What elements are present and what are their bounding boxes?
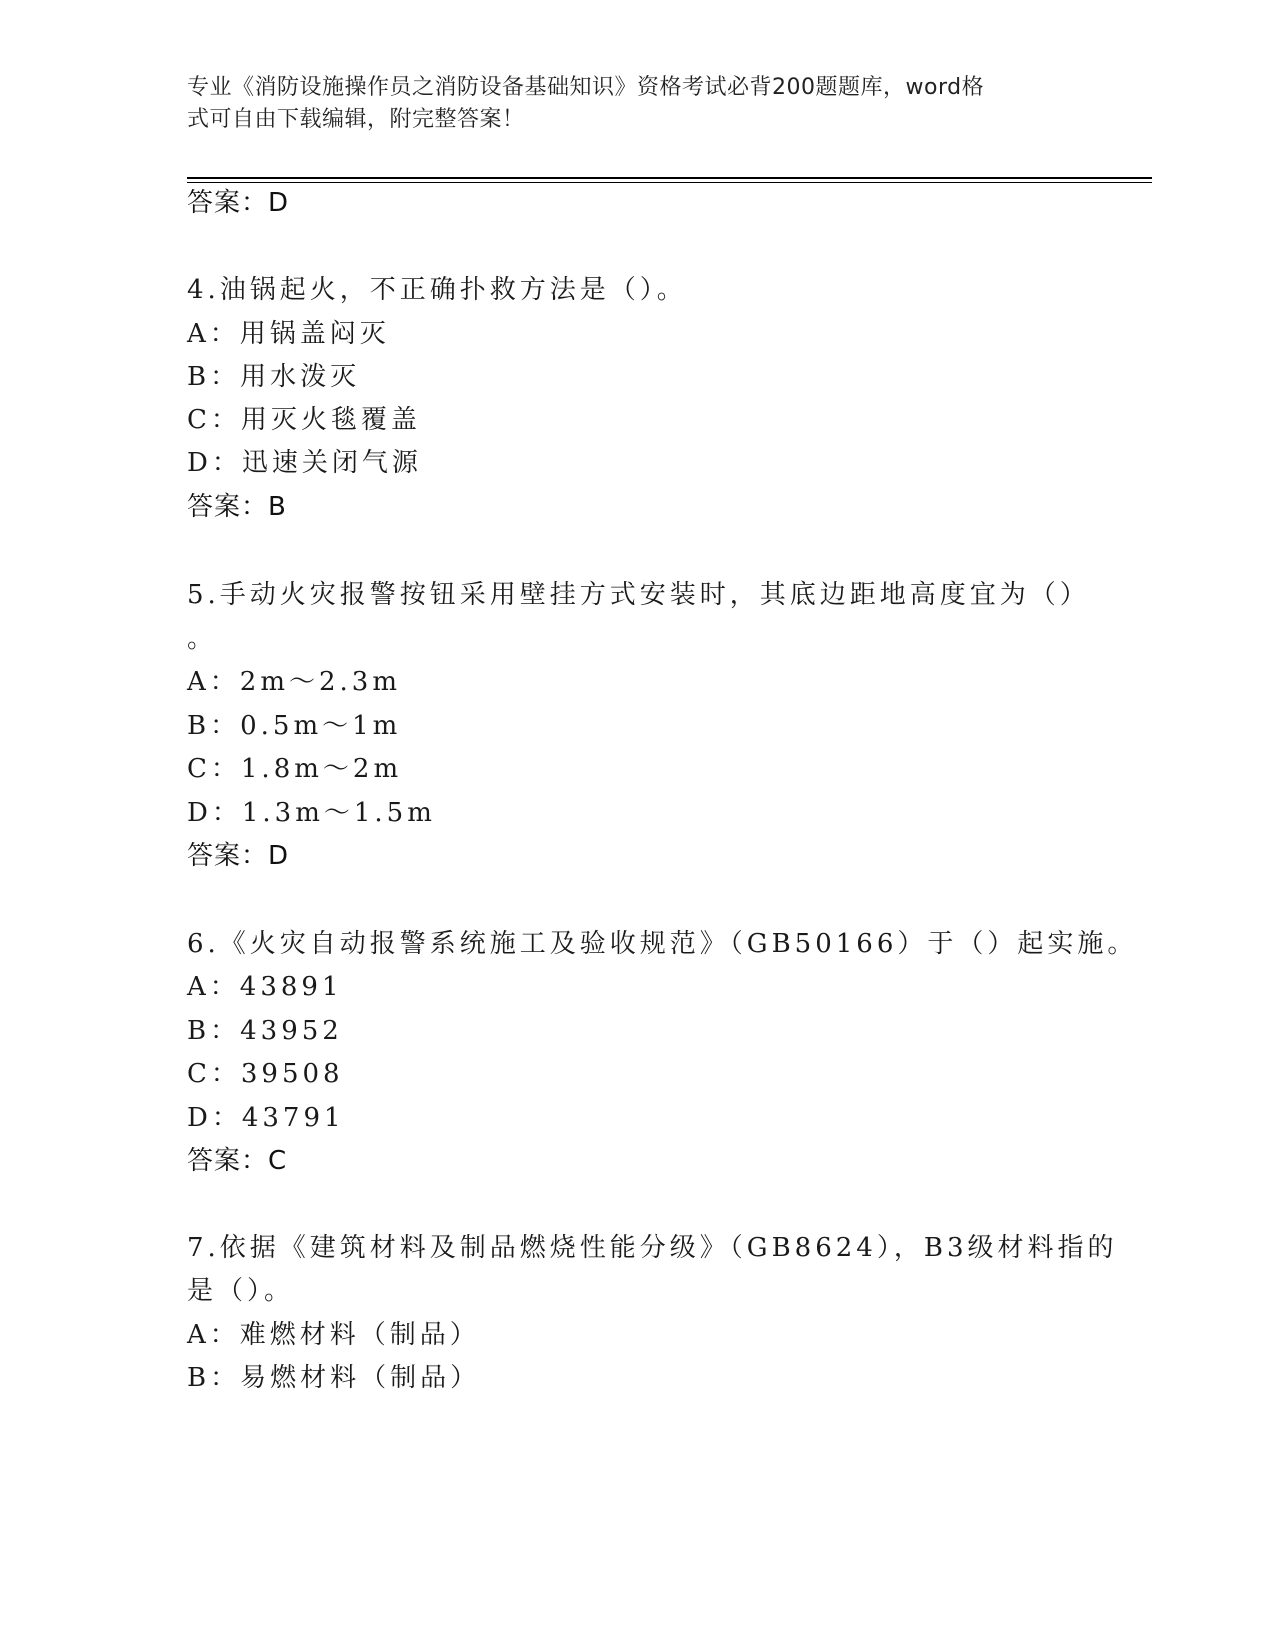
question-option: D：43791 bbox=[187, 1103, 345, 1133]
question-option: C：39508 bbox=[187, 1059, 344, 1089]
question-option: C：1.8m～2m bbox=[187, 754, 403, 784]
document-header bbox=[187, 72, 1087, 136]
question-option: D：1.3m～1.5m bbox=[187, 798, 436, 828]
header-intro-line-1: 专业《消防设施操作员之消防设备基础知识》资格考试必背200题题库，word格 bbox=[187, 75, 985, 100]
question-option: B：易燃材料（制品） bbox=[187, 1363, 481, 1393]
question-option: C：用灭火毯覆盖 bbox=[187, 405, 421, 435]
header-intro-line-2: 式可自由下载编辑，附完整答案！ bbox=[187, 107, 525, 132]
answer-line: 答案：C bbox=[187, 1146, 288, 1176]
question-stem: 7.依据《建筑材料及制品燃烧性能分级》（GB8624），B3级材料指的 bbox=[187, 1233, 1118, 1263]
question-stem-continued: 。 bbox=[187, 624, 218, 654]
question-option: A：43891 bbox=[187, 972, 343, 1002]
question-stem-continued: 是（）。 bbox=[187, 1276, 295, 1306]
question-option: B：43952 bbox=[187, 1016, 343, 1046]
question-option: A：2m～2.3m bbox=[187, 667, 401, 697]
question-option: A：难燃材料（制品） bbox=[187, 1320, 480, 1350]
question-option: B：用水泼灭 bbox=[187, 362, 361, 392]
answer-line: 答案：B bbox=[187, 492, 287, 522]
answer-line: 答案：D bbox=[187, 841, 290, 871]
question-stem: 5.手动火灾报警按钮采用壁挂方式安装时，其底边距地高度宜为（） bbox=[187, 580, 1090, 610]
question-option: B：0.5m～1m bbox=[187, 711, 402, 741]
header-divider-thin bbox=[187, 182, 1152, 183]
question-stem: 6.《火灾自动报警系统施工及验收规范》（GB50166）于（）起实施。 bbox=[187, 929, 1138, 959]
question-stem: 4.油锅起火，不正确扑救方法是（）。 bbox=[187, 275, 687, 305]
question-option: D：迅速关闭气源 bbox=[187, 448, 422, 478]
question-option: A：用锅盖闷灭 bbox=[187, 319, 390, 349]
header-divider-thick bbox=[187, 177, 1152, 179]
answer-line: 答案：D bbox=[187, 188, 290, 218]
